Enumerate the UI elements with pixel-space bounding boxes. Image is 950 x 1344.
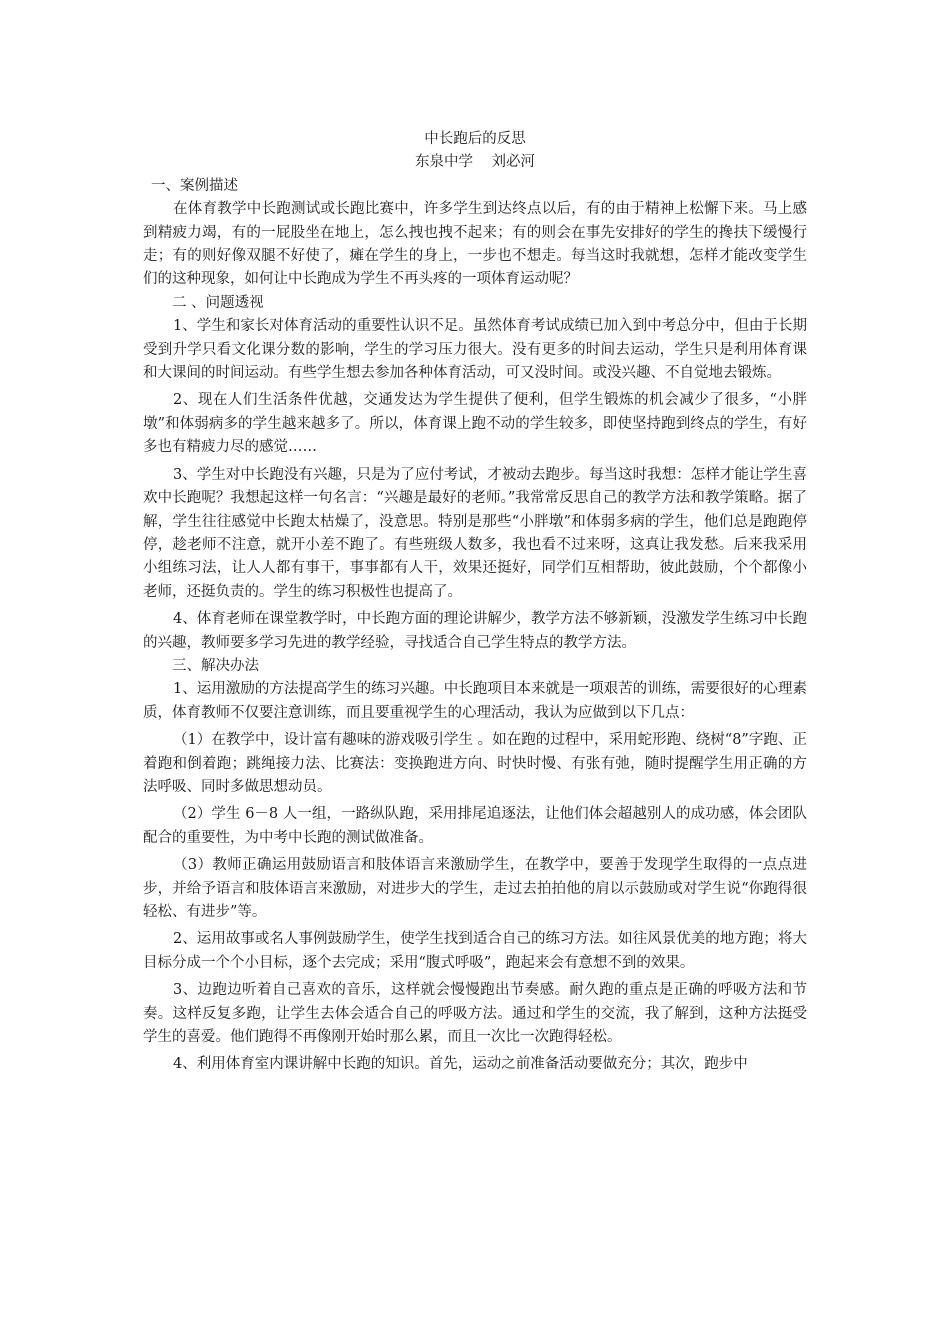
section-heading-case: 一、案例描述 [151, 177, 238, 194]
paragraph: （1）在教学中，设计富有趣味的游戏吸引学生 。如在跑的过程中，采用蛇形跑、绕树“8”字跑、正着跑和倒着跑；跳绳接力法、比赛法：变换跑进方向、时快时慢、有张有弛，随时提醒学生用正确的方法呼吸、同时多做思想动员。 [143, 732, 807, 795]
paragraph: 1、学生和家长对体育活动的重要性认识不足。虽然体育考试成绩已加入到中考总分中，但由于长期受到升学只看文化课分数的影响，学生的学习压力很大。没有更多的时间去运动，学生只是利用体育课和大课间的时间运动。有些学生想去参加各种体育活动，可又没时间。或没兴趣、不自觉地去锻炼。 [143, 318, 807, 382]
section-heading-solution: 三、解决办法 [172, 657, 259, 674]
document-title: 中长跑后的反思 [424, 131, 526, 147]
paragraph: 4、体育老师在课堂教学时，中长跑方面的理论讲解少，教学方法不够新颖，没激发学生练习中长跑的兴趣，教师要多学习先进的教学经验，寻找适合自己学生特点的教学方法。 [143, 611, 807, 651]
paragraph: （3）教师正确运用鼓励语言和肢体语言来激励学生，在教学中，要善于发现学生取得的一点点进步，并给予语言和肢体语言来激励，对进步大的学生，走过去拍拍他的肩以示鼓励或对学生说“你跑得很轻松、有进步”等。 [143, 857, 807, 920]
paragraph: 1、运用激励的方法提高学生的练习兴趣。中长跑项目本来就是一项艰苦的训练，需要很好的心理素质，体育教师不仅要注意训练，而且要重视学生的心理活动，我认为应做到以下几点： [143, 681, 807, 721]
section-heading-problem: 二 、问题透视 [172, 294, 264, 311]
paragraph: 2、运用故事或名人事例鼓励学生，使学生找到适合自己的练习方法。如往风景优美的地方跑；将大目标分成一个个小目标，逐个去完成；采用“腹式呼吸”，跑起来会有意想不到的效果。 [143, 931, 807, 971]
paragraph: 3、学生对中长跑没有兴趣，只是为了应付考试，才被动去跑步。每当这时我想：怎样才能让学生喜欢中长跑呢？我想起这样一句名言：“兴趣是最好的老师。”我常常反思自己的教学方法和教学策略。据了解，学生往往感觉中长跑太枯燥了，没意思。特别是那些“小胖墩”和体弱多病的学生，他们总是跑跑停停，趁老师不注意，就开小差不跑了。有些班级人数多，我也看不过来呀，这真让我发愁。后来我采用小组练习法，让人人都有事干，事事都有人干，效果还挺好，同学们互相帮助，彼此鼓励，个个都像小老师，还挺负责的。学生的练习积极性也提高了。 [143, 466, 807, 600]
paragraph: 4、利用体育室内课讲解中长跑的知识。首先，运动之前准备活动要做充分；其次，跑步中 [173, 1056, 748, 1073]
paragraph: 2、现在人们生活条件优越，交通发达为学生提供了便利，但学生锻炼的机会减少了很多，“小胖墩”和体弱病多的学生越来越多了。所以，体育课上跑不动的学生较多，即使坚持跑到终点的学生，有好多也有精疲力尽的感觉…… [143, 392, 807, 456]
document-author: 东泉中学 刘必河 [415, 154, 535, 171]
paragraph: 在体育教学中长跑测试或长跑比赛中，许多学生到达终点以后，有的由于精神上松懈下来。马上感到精疲力竭，有的一屁股坐在地上，怎么拽也拽不起来；有的则会在事先安排好的学生的搀扶下缓慢行走；有的则好像双腿不好使了，瘫在学生的身上，一步也不想走。每当这时我就想，怎样才能改变学生们的这种现象，如何让中长跑成为学生不再头疼的一项体育运动呢？ [143, 201, 807, 288]
paragraph: 3、边跑边听着自己喜欢的音乐，这样就会慢慢跑出节奏感。耐久跑的重点是正确的呼吸方法和节奏。这样反复多跑，让学生去体会适合自己的呼吸方法。通过和学生的交流，我了解到，这种方法挺受学生的喜爱。他们跑得不再像刚开始时那么累，而且一次比一次跑得轻松。 [143, 982, 807, 1046]
paragraph: （2）学生 6－8 人一组，一路纵队跑，采用排尾追逐法，让他们体会超越别人的成功感，体会团队配合的重要性，为中考中长跑的测试做准备。 [143, 806, 807, 846]
document-page [143, 128, 807, 1077]
